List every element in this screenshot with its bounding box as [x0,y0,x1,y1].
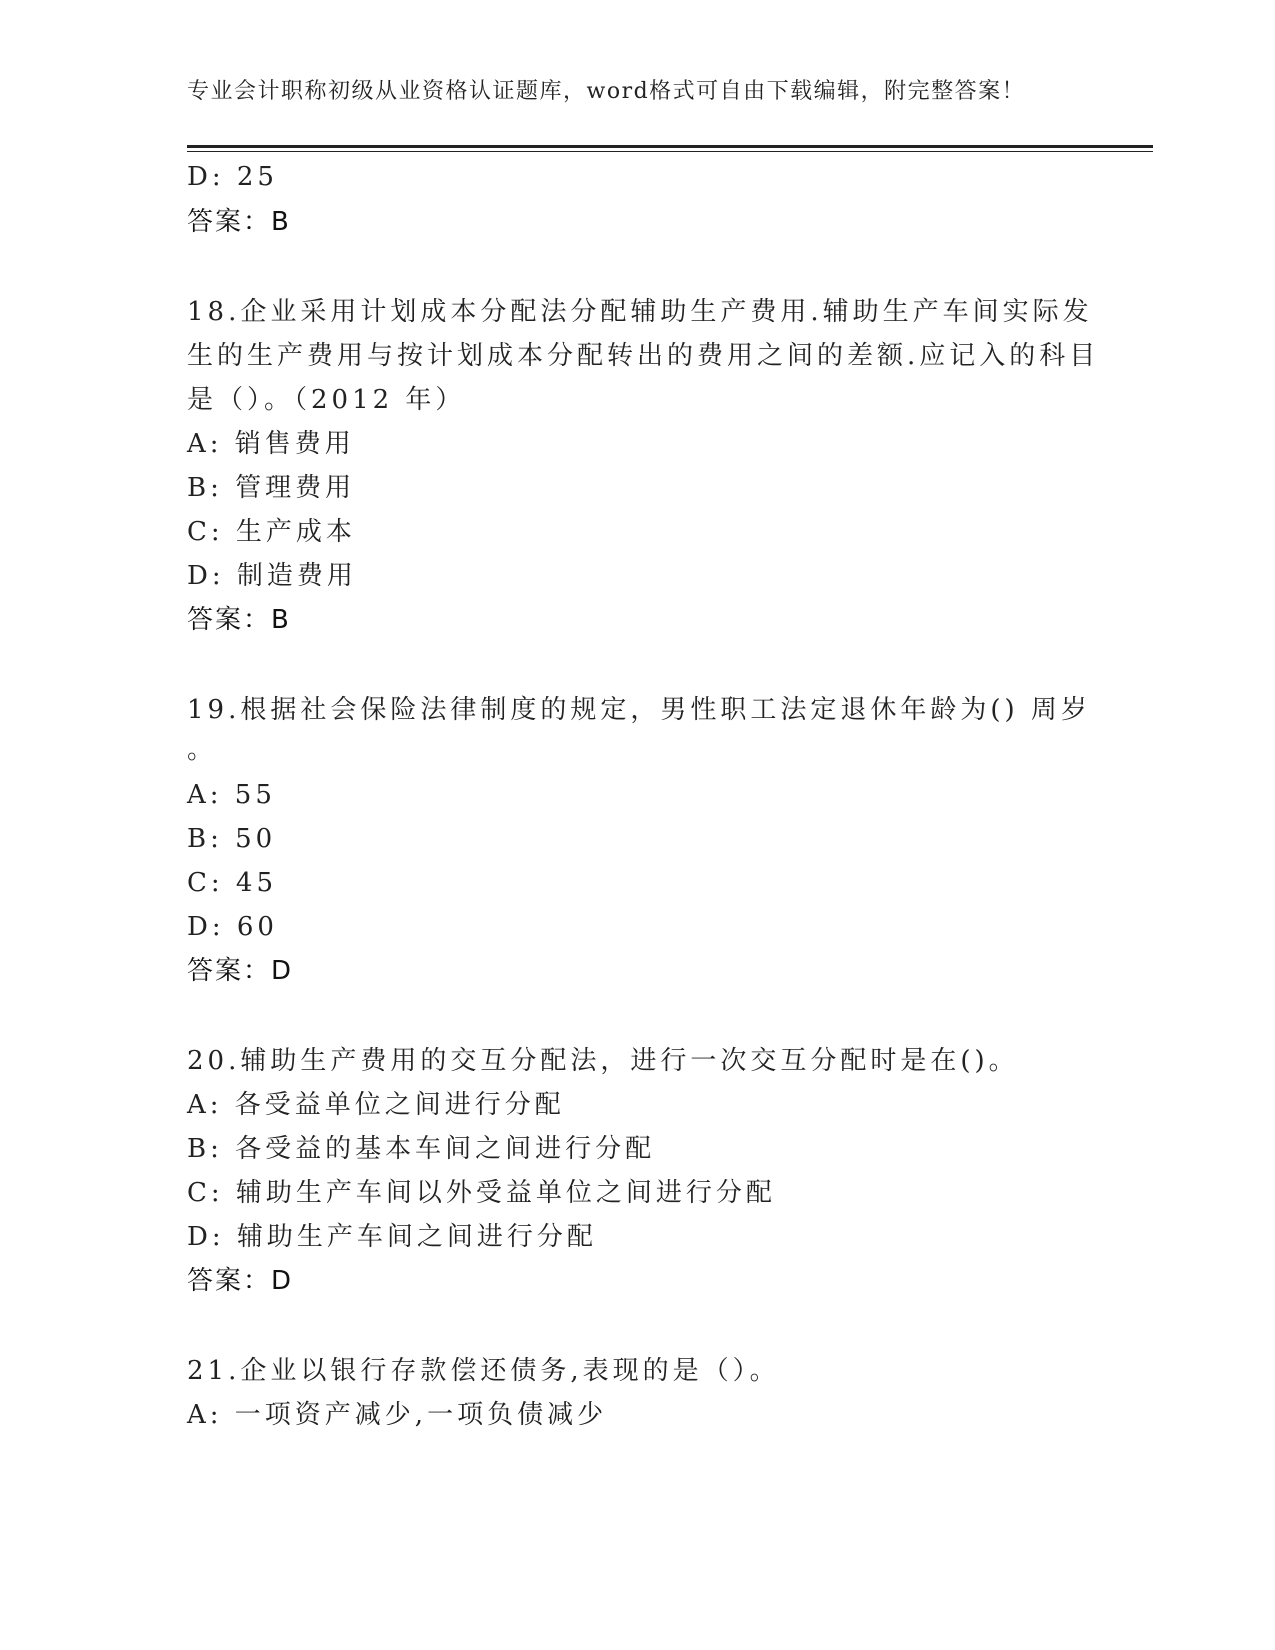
q20-option-d: D: 辅助生产车间之间进行分配 [187,1222,597,1252]
q18-option-a: A: 销售费用 [187,429,355,459]
q19-option-d: D: 60 [187,912,278,942]
q19-answer: 答案：D [187,956,294,986]
q20-option-c: C: 辅助生产车间以外受益单位之间进行分配 [187,1178,776,1208]
prev-answer: 答案：B [187,207,291,237]
q19-text-line1: 19.根据社会保险法律制度的规定，男性职工法定退休年龄为() 周岁 [187,695,1091,725]
q20-text-line1: 20.辅助生产费用的交互分配法，进行一次交互分配时是在()。 [187,1046,1019,1076]
page-header: 专业会计职称初级从业资格认证题库，word格式可自由下载编辑，附完整答案！ [187,79,1026,104]
q19-option-c: C: 45 [187,868,278,898]
q20-answer: 答案：D [187,1266,294,1296]
q18-option-b: B: 管理费用 [187,473,356,503]
q19-option-a: A: 55 [187,780,276,810]
q18-answer: 答案：B [187,605,291,635]
q21-text-line1: 21.企业以银行存款偿还债务,表现的是（）。 [187,1356,780,1386]
header-rule-thick [187,145,1153,148]
q18-text-line3: 是（）。（2012 年） [187,385,466,415]
q18-text-line2: 生的生产费用与按计划成本分配转出的费用之间的差额.应记入的科目 [187,341,1100,371]
q19-option-b: B: 50 [187,824,277,854]
prev-option-d: D: 25 [187,162,278,192]
q19-text-line2: 。 [187,735,218,765]
q18-option-d: D: 制造费用 [187,561,357,591]
q18-option-c: C: 生产成本 [187,517,356,547]
header-rule-thin [187,151,1153,152]
q20-option-b: B: 各受益的基本车间之间进行分配 [187,1134,656,1164]
q18-text-line1: 18.企业采用计划成本分配法分配辅助生产费用.辅助生产车间实际发 [187,297,1093,327]
q20-option-a: A: 各受益单位之间进行分配 [187,1090,565,1120]
q21-option-a: A: 一项资产减少,一项负债减少 [187,1400,608,1430]
